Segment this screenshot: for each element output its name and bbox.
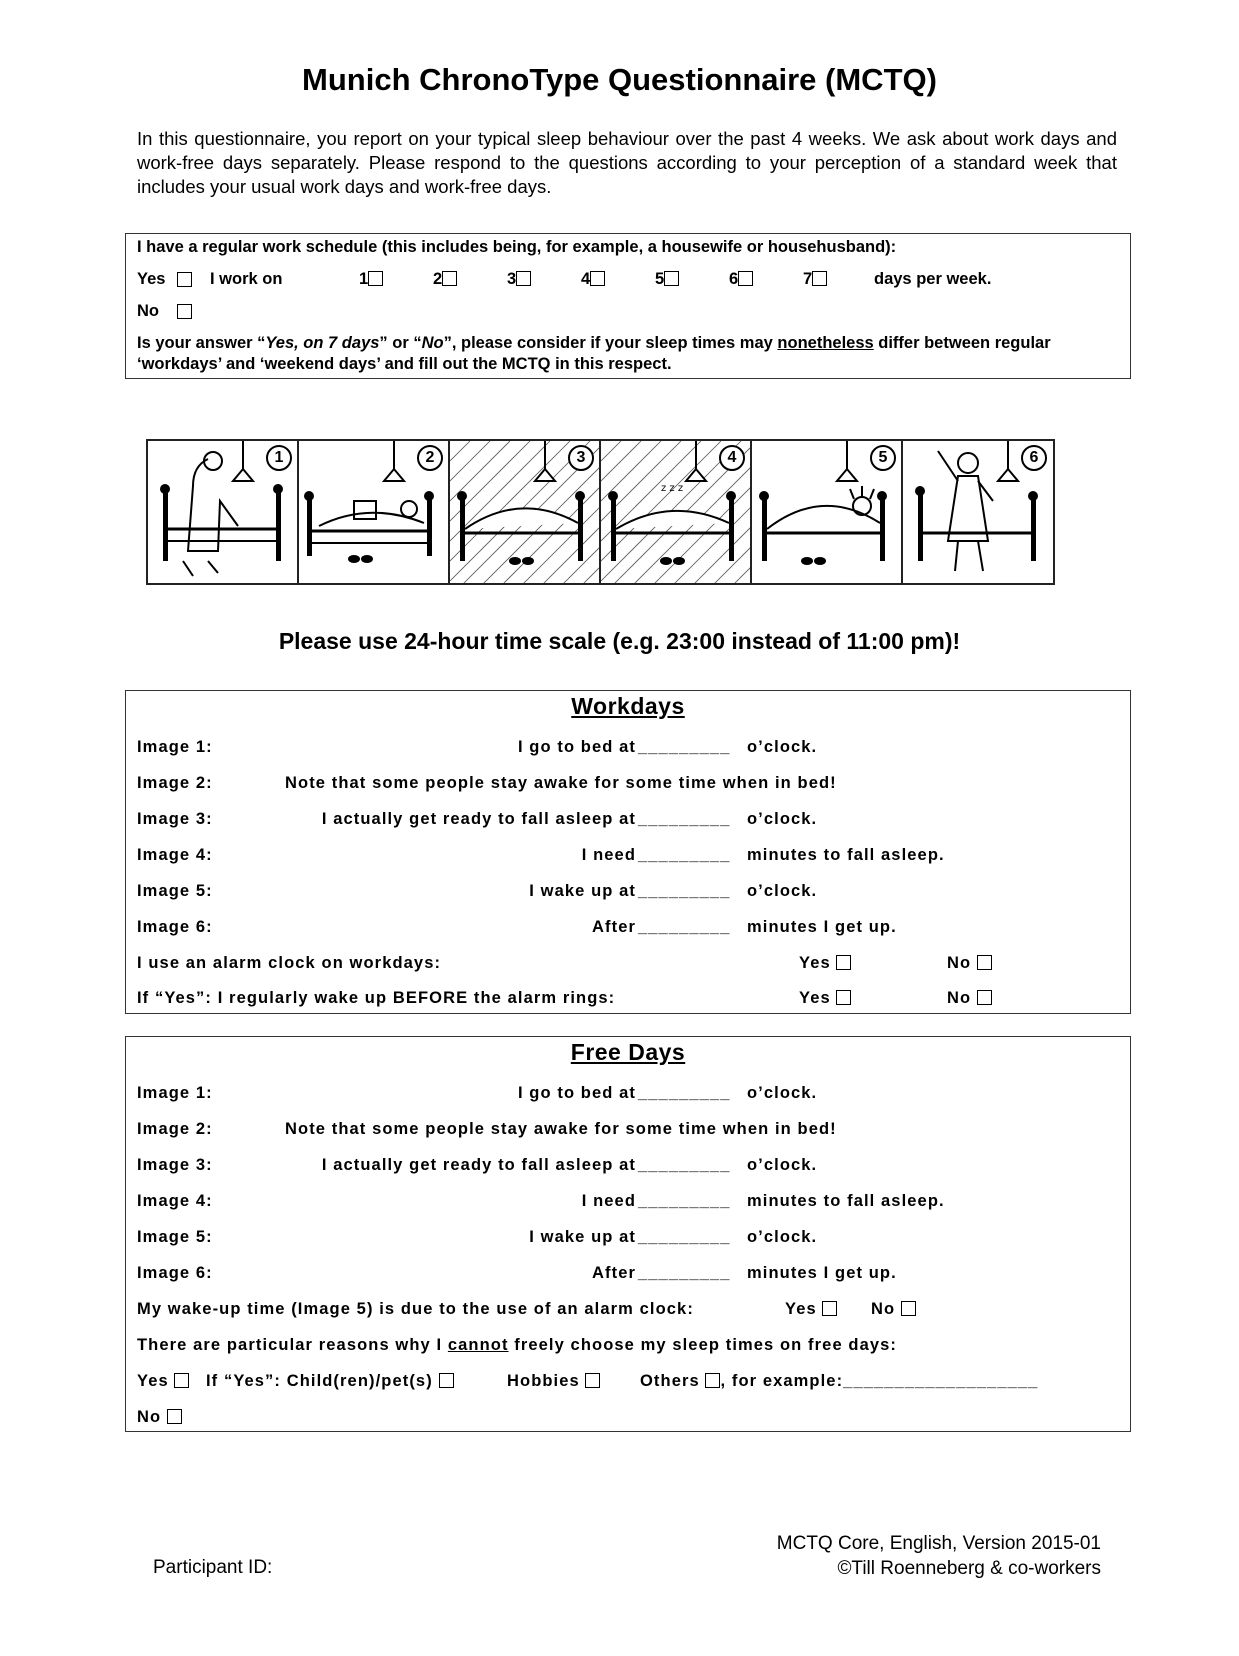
fd-sleep-latency-input[interactable]: _________ [638,1192,731,1210]
fd-img6-label: Image 6: [137,1264,213,1282]
others-checkbox [705,1373,720,1388]
wd-img3-unit: o’clock. [747,810,818,828]
wd-img1-label: Image 1: [137,738,213,756]
wd-img4-label: Image 4: [137,846,213,864]
fd-img4-unit: minutes to fall asleep. [747,1192,945,1210]
fd-img5-label: Image 5: [137,1228,213,1246]
fd-img5-unit: o’clock. [747,1228,818,1246]
fd-img1-label: Image 1: [137,1084,213,1102]
day-option-5[interactable]: 5 [655,270,679,289]
day-checkbox [812,271,827,286]
workdays-heading: Workdays [571,693,685,719]
schedule-no-label: No [137,302,159,320]
wd-img4-unit: minutes to fall asleep. [747,846,945,864]
fd-img1-text: I go to bed at [517,1084,636,1102]
page-title: Munich ChronoType Questionnaire (MCTQ) [302,62,937,97]
fd-reason-hobbies[interactable]: Hobbies [507,1372,600,1391]
fd-alarm-question: My wake-up time (Image 5) is due to the use of an alarm clock: [137,1300,694,1318]
image-number-badge: 6 [1021,445,1047,471]
wd-sleep-prep-input[interactable]: _________ [638,810,731,828]
version-text: MCTQ Core, English, Version 2015-01 [776,1533,1101,1554]
fd-img2-label: Image 2: [137,1120,213,1138]
fd-img5-text: I wake up at [529,1228,636,1246]
wd-before-alarm-yes[interactable]: Yes [799,989,851,1008]
wd-wakeup-input[interactable]: _________ [638,882,731,900]
fd-img3-label: Image 3: [137,1156,213,1174]
wd-img3-label: Image 3: [137,810,213,828]
intro-paragraph: In this questionnaire, you report on your typical sleep behaviour over the past 4 weeks. We ask about work days and work-free days separately. Please respond to the questions according to your perception of a standard week that includes your usual work days and work-free days. [137,128,1117,197]
wd-img3-text: I actually get ready to fall asleep at [321,810,636,828]
fd-img1-unit: o’clock. [747,1084,818,1102]
wd-img1-unit: o’clock. [747,738,818,756]
fd-reasons-no[interactable]: No [137,1408,182,1427]
wd-img6-unit: minutes I get up. [747,918,897,936]
wd-img6-text: After [591,918,636,936]
fd-img3-text: I actually get ready to fall asleep at [321,1156,636,1174]
time-scale-note: Please use 24-hour time scale (e.g. 23:00 instead of 11:00 pm)! [278,628,961,654]
no-checkbox [977,990,992,1005]
hobbies-checkbox [585,1373,600,1388]
schedule-yes-checkbox[interactable] [177,272,192,287]
day-option-4[interactable]: 4 [581,270,605,289]
wd-img5-label: Image 5: [137,882,213,900]
fd-img2-text: Note that some people stay awake for some time when in bed! [285,1120,837,1138]
day-option-2[interactable]: 2 [433,270,457,289]
footer-version-block [777,1531,1101,1581]
image-5-waking-up [750,439,904,585]
work-on-label: I work on [210,270,283,288]
wd-before-alarm-no[interactable]: No [947,989,992,1008]
wd-before-alarm-question: If “Yes”: I regularly wake up BEFORE the alarm rings: [137,989,616,1007]
fd-img6-unit: minutes I get up. [747,1264,897,1282]
wd-img4-text: I need [581,846,636,864]
fd-getup-input[interactable]: _________ [638,1264,731,1282]
wd-alarm-no[interactable]: No [947,954,992,973]
day-checkbox [738,271,753,286]
day-checkbox [664,271,679,286]
wd-img5-text: I wake up at [529,882,636,900]
day-option-3[interactable]: 3 [507,270,531,289]
schedule-note: Is your answer “Yes, on 7 days” or “No”, please consider if your sleep times may nonetheless differ between regular ‘workdays’ and ‘weekend days’ and fill out the MCTQ in this respect. [137,334,1051,373]
wd-img6-label: Image 6: [137,918,213,936]
fd-reasons-question: There are particular reasons why I cannot freely choose my sleep times on free days: [137,1336,898,1354]
fd-reason-others[interactable]: Others , for example:___________________ [640,1372,1039,1390]
fd-alarm-yes[interactable]: Yes [785,1300,837,1319]
image-number-badge: 5 [870,445,896,471]
wd-img2-label: Image 2: [137,774,213,792]
schedule-no-checkbox[interactable] [177,304,192,319]
yes-checkbox [836,990,851,1005]
no-checkbox [901,1301,916,1316]
yes-checkbox [836,955,851,970]
fd-img4-label: Image 4: [137,1192,213,1210]
fd-reasons-yes[interactable]: Yes [137,1372,189,1391]
days-per-week-label: days per week. [874,270,992,288]
schedule-question: I have a regular work schedule (this includes being, for example, a housewife or househusband): [137,238,897,256]
day-option-7[interactable]: 7 [803,270,827,289]
image-3-lights-off [448,439,602,585]
sleep-image-strip [146,439,1106,587]
example-input: ___________________ [843,1372,1039,1390]
image-number-badge: 1 [266,445,292,471]
image-4-falling-asleep [599,439,753,585]
wd-alarm-yes[interactable]: Yes [799,954,851,973]
no-checkbox [167,1409,182,1424]
image-number-badge: 2 [417,445,443,471]
wd-img2-text: Note that some people stay awake for some time when in bed! [285,774,837,792]
no-checkbox [977,955,992,970]
fd-alarm-no[interactable]: No [871,1300,916,1319]
work-schedule-box [125,233,1131,379]
fd-bedtime-input[interactable]: _________ [638,1084,731,1102]
fd-img4-text: I need [581,1192,636,1210]
svg-text:z z z: z z z [661,483,684,494]
copyright-text: ©Till Roenneberg & co-workers [837,1558,1101,1579]
wd-bedtime-input[interactable]: _________ [638,738,731,756]
day-checkbox [590,271,605,286]
image-2-reading-in-bed [297,439,451,585]
wd-img1-text: I go to bed at [517,738,636,756]
schedule-yes-label: Yes [137,270,166,288]
day-option-1[interactable]: 1 [359,270,383,289]
yes-checkbox [822,1301,837,1316]
day-option-6[interactable]: 6 [729,270,753,289]
fd-reason-children-pets[interactable]: If “Yes”: Child(ren)/pet(s) [206,1372,454,1391]
workdays-section [125,690,1131,1014]
day-checkbox [368,271,383,286]
day-checkbox [516,271,531,286]
free-days-section [125,1036,1131,1432]
fd-img6-text: After [591,1264,636,1282]
image-number-badge: 4 [719,445,745,471]
children-pets-checkbox [439,1373,454,1388]
day-checkbox [442,271,457,286]
fd-sleep-prep-input[interactable]: _________ [638,1156,731,1174]
participant-id-label: Participant ID: [153,1557,273,1578]
wd-getup-input[interactable]: _________ [638,918,731,936]
wd-alarm-question: I use an alarm clock on workdays: [137,954,442,972]
yes-checkbox [174,1373,189,1388]
image-6-getting-up [901,439,1055,585]
wd-img5-unit: o’clock. [747,882,818,900]
image-number-badge: 3 [568,445,594,471]
image-1-going-to-bed [146,439,300,585]
wd-sleep-latency-input[interactable]: _________ [638,846,731,864]
fd-wakeup-input[interactable]: _________ [638,1228,731,1246]
free-days-heading: Free Days [570,1039,686,1065]
fd-img3-unit: o’clock. [747,1156,818,1174]
